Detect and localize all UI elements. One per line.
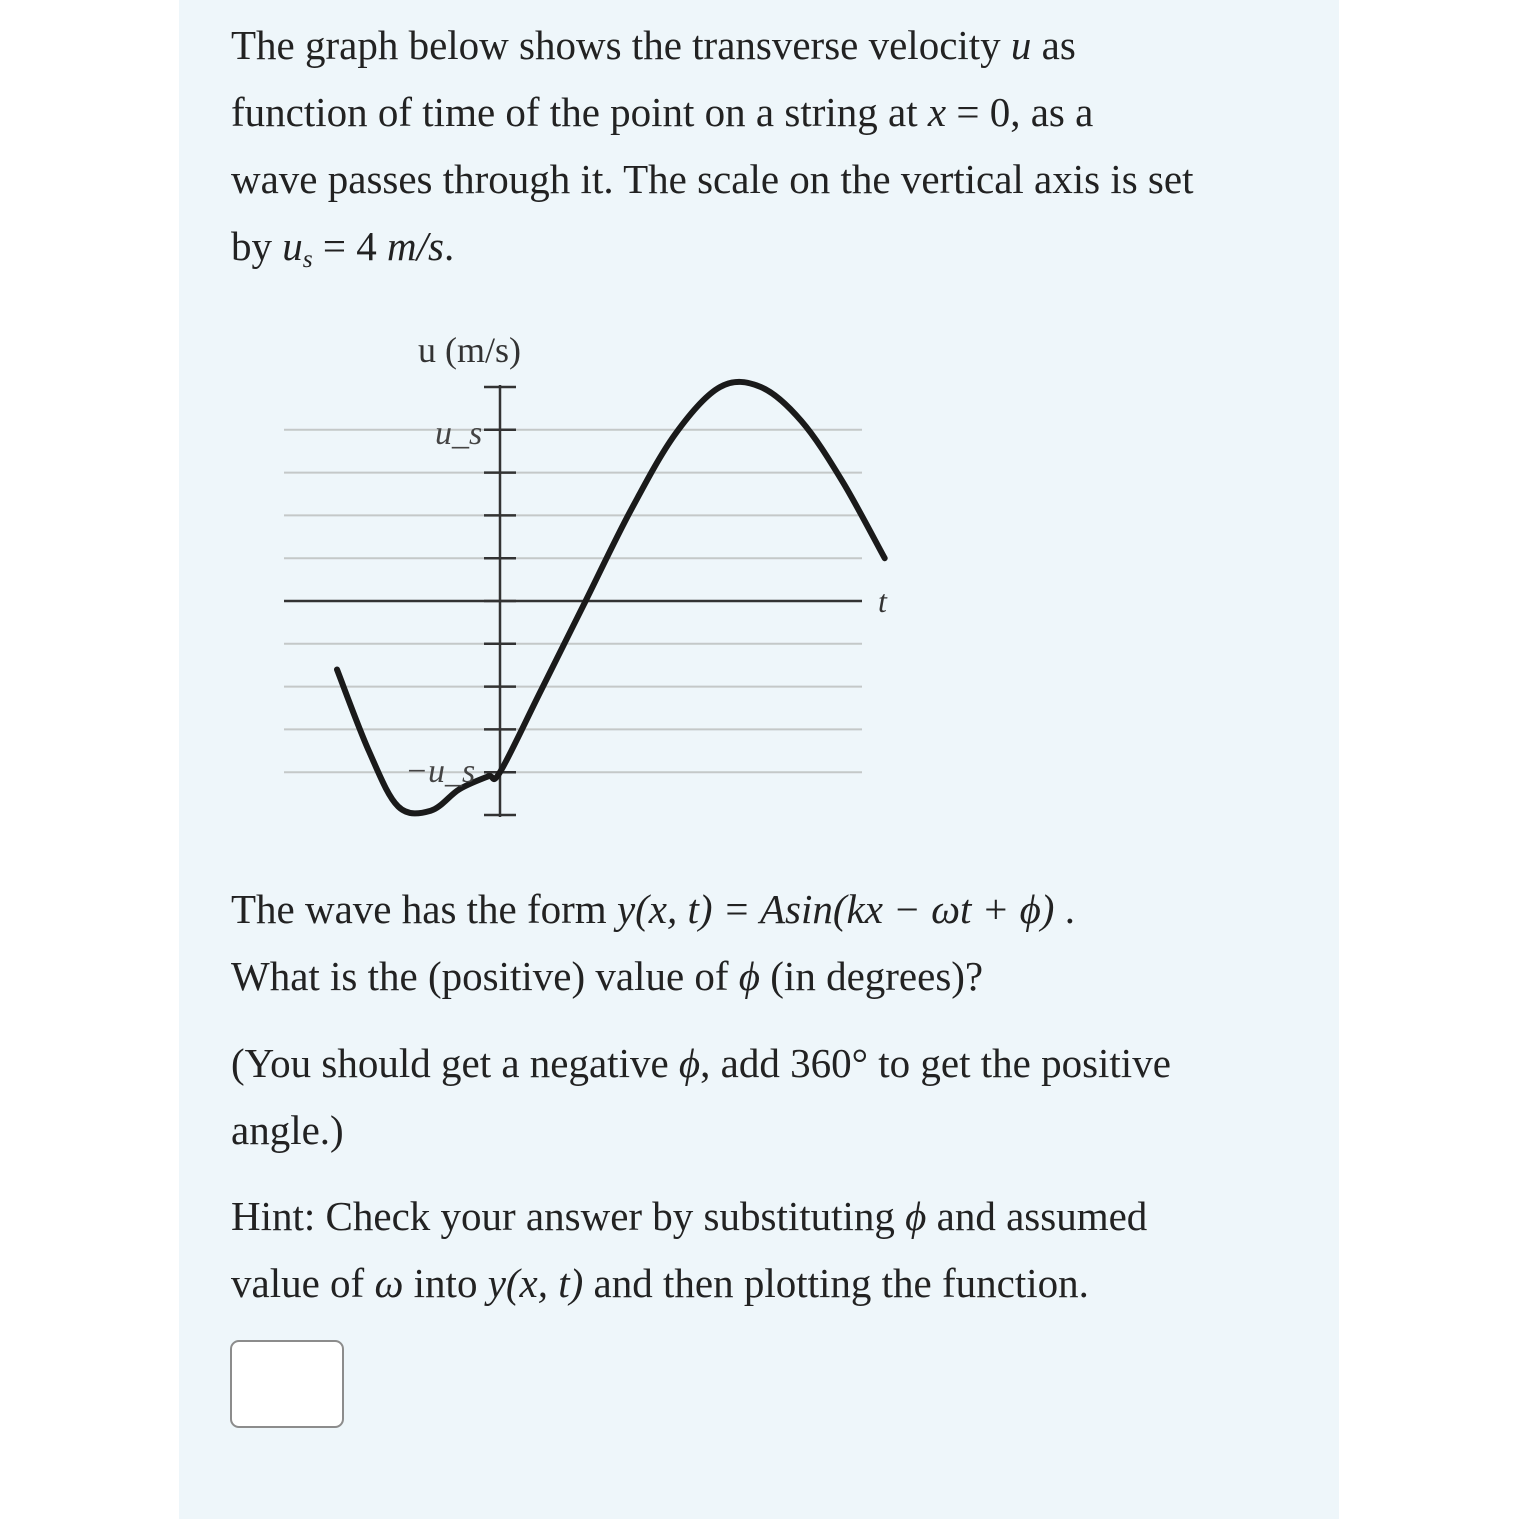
question-note: (You should get a negative ϕ, add 360° to get the positive angle.) bbox=[231, 1040, 1171, 1153]
question-form: The wave has the form y(x, t) = Asin(kx − ωt + ϕ) . What is the (positive) value of ϕ (in degrees)? bbox=[231, 886, 1075, 999]
neg-us-tick-label: −u_s bbox=[405, 753, 476, 790]
t-axis-label: t bbox=[878, 583, 887, 619]
answer-input[interactable] bbox=[230, 1340, 344, 1428]
question-hint: Hint: Check your answer by substituting ϕ and assumed value of ω into y(x, t) and then plotting the function. bbox=[231, 1193, 1148, 1306]
us-tick-label: u_s bbox=[435, 415, 483, 452]
velocity-graph bbox=[270, 320, 910, 840]
y-axis-label: u (m/s) bbox=[418, 330, 521, 370]
question-intro: The graph below shows the transverse velocity u as function of time of the point on a string at x = 0, as a wave passes through it. The scale on the vertical axis is set by $u_s = 4$ m/s. bbox=[231, 22, 1194, 274]
velocity-curve bbox=[337, 382, 885, 813]
